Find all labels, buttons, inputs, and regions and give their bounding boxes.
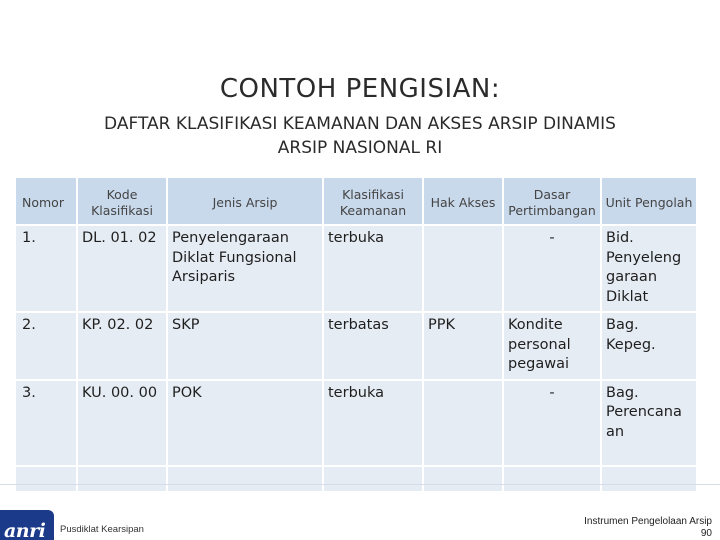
classification-table [14,176,698,493]
table-row [15,225,697,312]
logo-text: anri [4,520,46,540]
header-kode-klasifikasi: Kode Klasifikasi [77,177,167,225]
cell-empty [601,466,697,492]
page-subtitle [20,112,700,160]
cell-empty [423,466,503,492]
page-number: 90 [700,528,712,539]
header-klasifikasi-keamanan: Klasifikasi Keamanan [323,177,423,225]
cell-empty [167,466,323,492]
cell-keamanan: terbuka [323,380,423,466]
header-nomor: Nomor [15,177,77,225]
cell-keamanan: terbatas [323,312,423,380]
footer-caption: Instrumen Pengelolaan Arsip [584,516,712,527]
subtitle-line-1: DAFTAR KLASIFIKASI KEAMANAN DAN AKSES ARSIP DINAMIS [104,114,616,134]
logo-caption: Pusdiklat Kearsipan [60,524,144,535]
cell-empty [503,466,601,492]
cell-dasar: - [503,225,601,312]
anri-logo-block [0,502,148,540]
cell-dasar: Kondite personal pegawai [503,312,601,380]
cell-unit: Bag. Perencana an [601,380,697,466]
subtitle-line-2: ARSIP NASIONAL RI [277,138,443,158]
cell-keamanan: terbuka [323,225,423,312]
cell-jenis: POK [167,380,323,466]
cell-hak-akses [423,225,503,312]
cell-nomor: 2. [15,312,77,380]
table-row [15,312,697,380]
cell-nomor: 3. [15,380,77,466]
cell-jenis: Penyelengaraan Diklat Fungsional Arsiparis [167,225,323,312]
footer-caption-block [584,516,712,540]
cell-unit: Bid. Penyeleng garaan Diklat [601,225,697,312]
page-title: CONTOH PENGISIAN: [219,74,501,104]
footer-divider [0,484,720,485]
cell-empty [323,466,423,492]
cell-empty [77,466,167,492]
table-header-row [15,177,697,225]
anri-logo [0,510,54,540]
cell-empty [15,466,77,492]
cell-dasar: - [503,380,601,466]
cell-kode: DL. 01. 02 [77,225,167,312]
cell-hak-akses [423,380,503,466]
header-jenis-arsip: Jenis Arsip [167,177,323,225]
table-row [15,380,697,466]
header-dasar-pertimbangan: Dasar Pertimbangan [503,177,601,225]
header-hak-akses: Hak Akses [423,177,503,225]
cell-nomor: 1. [15,225,77,312]
cell-jenis: SKP [167,312,323,380]
table-row-empty [15,466,697,492]
cell-kode: KU. 00. 00 [77,380,167,466]
cell-unit: Bag. Kepeg. [601,312,697,380]
cell-kode: KP. 02. 02 [77,312,167,380]
cell-hak-akses: PPK [423,312,503,380]
header-unit-pengolah: Unit Pengolah [601,177,697,225]
